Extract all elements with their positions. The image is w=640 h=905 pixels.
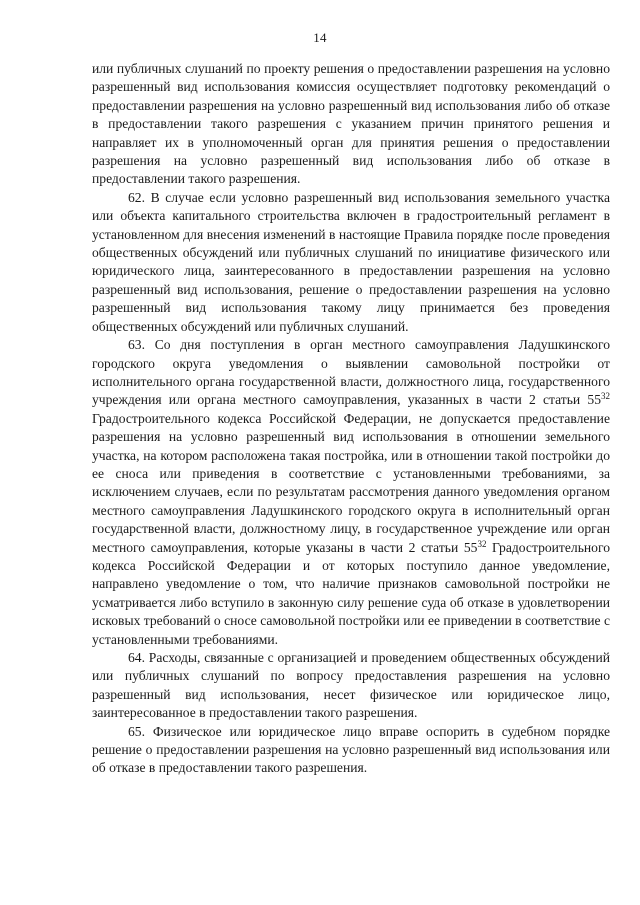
article-superscript: 32: [601, 391, 610, 402]
page-number: 14: [313, 30, 327, 45]
paragraph-63-text-part-3: Градостроительного кодекса Российской Федерации и от которых поступило данное уведомление, направлено уведомление о том, что наличие признаков самовольной постройки не усматривается либо вступило в законную силу решение суда об отказе в удовлетворении исковых требований о сносе самовольной постройки или ее приведении в соответствие с установленными требованиями.: [92, 539, 610, 647]
paragraph-62: 62. В случае если условно разрешенный вид использования земельного участка или объекта капитального строительства включен в градостроительный регламент в установленном для внесения изменений в настоящие Правила порядке после проведения общественных обсуждений или публичных слушаний по инициативе физического или юридического лица, заинтересованного в предоставлении разрешения на условно разрешенный вид использования, решение о предоставлении разрешения на условно разрешенный вид использования такому лицу принимается без проведения общественных обсуждений или публичных слушаний.: [92, 189, 610, 334]
paragraph-65: 65. Физическое или юридическое лицо вправе оспорить в судебном порядке решение о предоставлении разрешения на условно разрешенный вид использования или об отказе в предоставлении такого разрешения.: [92, 723, 610, 776]
paragraph-64: 64. Расходы, связанные с организацией и проведением общественных обсуждений или публичных слушаний по вопросу предоставления разрешения на условно разрешенный вид использования, несет физическое или юридическое лицо, заинтересованное в предоставлении такого разрешения.: [92, 650, 610, 721]
paragraph-continuation: или публичных слушаний по проекту решения о предоставлении разрешения на условно разрешенный вид использования комиссия осуществляет подготовку рекомендаций о предоставлении разрешения на условно разрешенный вид использования либо об отказе в предоставлении такого разрешения с указанием причин принятого решения и направляет их в уполномоченный орган для принятия решения о предоставлении разрешения на условно разрешенный вид использования либо об отказе в предоставлении такого разрешения.: [92, 61, 610, 187]
paragraph-63: [92, 336, 610, 649]
paragraph-63-text-part-1: 63. Со дня поступления в орган местного самоуправления Ладушкинского городского округа уведомления о выявлении самовольной постройки от исполнительного органа государственной власти, должностного лица, государственного учреждения или органа местного самоуправления, указанных в части 2 статьи 55: [92, 337, 610, 408]
document-body: [92, 60, 610, 778]
paragraph-63-text-part-2: Градостроительного кодекса Российской Федерации, не допускается предоставление разрешения на условно разрешенный вид использования в отношении земельного участка, на котором расположена такая постройка, или в отношении такой постройки до ее сноса или приведения в соответствие с установленными требованиями, за исключением случаев, если по результатам рассмотрения данного уведомления органом местного самоуправления Ладушкинского городского округа в исполнительный орган государственной власти, должностному лицу, в государственное учреждение или орган местного самоуправления, которые указаны в части 2 статьи 55: [92, 410, 610, 555]
article-superscript: 32: [477, 538, 487, 549]
